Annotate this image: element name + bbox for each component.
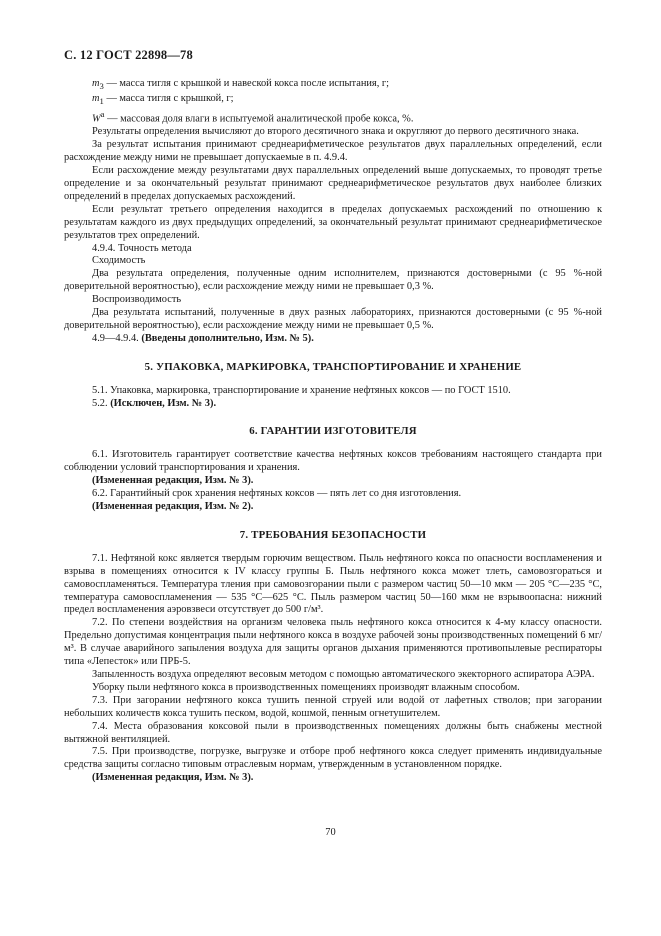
clause-7-2: 7.2. По степени воздействия на организм человека пыль нефтяного кокса относится к 4-му классу опасности. Предельно допустимая концентрация пыли нефтяного кокса в воздухе рабочей зоны производственных помещений 6 мг/м³. В случае аварийного запыления воздуха для защиты органов дыхания применяются противопылевые респираторы типа «Лепесток» или ПРБ-5. xyxy=(64,617,602,668)
page-body xyxy=(64,78,602,785)
paragraph-results: Результаты определения вычисляют до второго десятичного знака и округляют до первого десятичного знака. xyxy=(92,126,579,138)
symbol: m xyxy=(92,92,100,104)
superscript: a xyxy=(100,108,105,119)
amendment-note-7-5 xyxy=(64,772,602,785)
clause-5-1: 5.1. Упаковка, маркировка, транспортирование и хранение нефтяных коксов — по ГОСТ 1510. xyxy=(92,384,511,396)
paragraph-third: Если расхождение между результатами двух параллельных определений выше допускаемых, то проводят третье определение и за окончательный результат принимают среднеарифметическое результатов двух наиболее близких определений в пределах допускаемых расхождений. xyxy=(64,165,602,202)
symbol: m xyxy=(92,78,100,89)
amendment-text: (Исключен, Изм. № 3). xyxy=(110,397,217,409)
clause-6-1: 6.1. Изготовитель гарантирует соответствие качества нефтяных коксов требованиям настоящего стандарта при соблюдении условий транспортирования и хранения. xyxy=(64,449,602,474)
definition-m1 xyxy=(64,93,602,108)
paragraph-convergence: Два результата определения, полученные одним исполнителем, признаются достоверными (с 95 %-ной доверительной вероятностью), если расхождение между ними не превышает 0,3 %. xyxy=(64,268,602,293)
clause-4-9-4: 4.9.4. Точность метода xyxy=(92,242,192,254)
amendment-note-4-9 xyxy=(64,333,602,346)
subscript: 1 xyxy=(99,96,104,107)
definition-text: — масса тигля с крышкой, г; xyxy=(103,92,234,104)
amendment-note-6-2 xyxy=(64,501,602,514)
subscript: 3 xyxy=(99,81,104,92)
clause-7-3: 7.3. При загорании нефтяного кокса тушить пенной струей или водой от лафетных стволов; при загорании небольших количеств кокса тушить песком, водой, кошмой, пенным огнетушителем. xyxy=(64,694,602,719)
amendment-note-6-1 xyxy=(64,475,602,488)
section-6-heading: 6. ГАРАНТИИ ИЗГОТОВИТЕЛЯ xyxy=(249,425,417,438)
definition-m3 xyxy=(64,78,602,93)
subheading-convergence: Сходимость xyxy=(92,255,146,267)
paragraph-third-ok: Если результат третьего определения находится в пределах допускаемых расхождений по отношению к результатам каждого из двух предыдущих определений, за окончательный результат принимают среднеарифметическое результатов трех определений. xyxy=(64,203,602,241)
paragraph-dust-measurement: Запыленность воздуха определяют весовым методом с помощью автоматического экекторного аспиратора АЭРА. xyxy=(92,668,595,680)
clause-7-4: 7.4. Места образования коксовой пыли в производственных помещениях должны быть снабжены местной вытяжной вентиляцией. xyxy=(64,720,602,745)
clause-6-2: 6.2. Гарантийный срок хранения нефтяных коксов — пять лет со дня изготовления. xyxy=(92,488,462,500)
page-number: 70 xyxy=(325,827,336,838)
clause-number: 4.9—4.9.4. xyxy=(92,332,139,344)
definition-text: — массовая доля влаги в испытуемой аналитической пробе кокса, %. xyxy=(104,113,414,125)
subheading-reproducibility: Воспроизводимость xyxy=(92,294,182,306)
definition-wa xyxy=(64,108,602,126)
amendment-text: (Введены дополнительно, Изм. № 5). xyxy=(141,332,314,344)
clause-7-1: 7.1. Нефтяной кокс является твердым горючим веществом. Пыль нефтяного кокса по опасности воспламенения и взрыва в помещениях относится к IV классу группы Б. Пыль нефтяного кокса может тлеть, самовозгораться и самовоспламеняться. Температура тления при самовозгорании пыли с размером частиц 50—10 мкм — 205 °С—235 °С, температура самовоспламенения — 535 °С—625 °С. Пыль размером частиц 50—160 мкм не взрывоопасна: нижний предел воспламенения аэровзвеси отсутствует до 500 г/м³. xyxy=(64,552,602,616)
paragraph-cleaning: Уборку пыли нефтяного кокса в производственных помещениях производят влажным способом. xyxy=(92,681,520,693)
symbol: W xyxy=(92,113,101,125)
page-header: С. 12 ГОСТ 22898—78 xyxy=(64,48,193,62)
paragraph-mean: За результат испытания принимают среднеарифметическое результатов двух параллельных определений, если расхождение между ними не превышает допускаемые в п. 4.9.4. xyxy=(64,139,602,164)
paragraph-reproducibility: Два результата испытаний, полученные в двух разных лабораториях, признаются достоверными (с 95 %-ной доверительной вероятностью), если расхождение между ними не превышает 0,5 %. xyxy=(64,307,602,331)
clause-7-5: 7.5. При производстве, погрузке, выгрузке и отборе проб нефтяного кокса следует применять индивидуальные средства защиты согласно типовым отраслевым нормам, утвержденным в установленном порядке. xyxy=(64,746,602,771)
clause-number: 5.2. xyxy=(92,397,108,409)
section-5-heading: 5. УПАКОВКА, МАРКИРОВКА, ТРАНСПОРТИРОВАНИЕ И ХРАНЕНИЕ xyxy=(144,360,522,373)
amendment-text: (Измененная редакция, Изм. № 3). xyxy=(92,475,254,487)
amendment-text: (Измененная редакция, Изм. № 3). xyxy=(92,772,254,784)
clause-5-2 xyxy=(64,398,602,411)
amendment-text: (Измененная редакция, Изм. № 2). xyxy=(92,501,254,512)
definition-text: — масса тигля с крышкой и навеской кокса после испытания, г; xyxy=(103,78,390,89)
section-7-heading: 7. ТРЕБОВАНИЯ БЕЗОПАСНОСТИ xyxy=(239,528,427,541)
